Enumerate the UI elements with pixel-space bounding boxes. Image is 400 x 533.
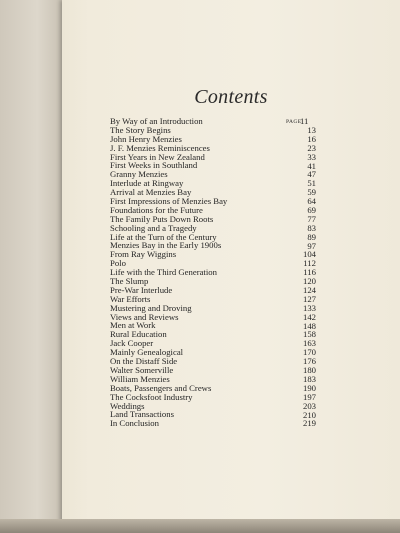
toc-entry-title: Schooling and a Tragedy [110, 222, 197, 233]
toc-page-number: 104 [302, 249, 316, 260]
toc-page-number: 203 [302, 400, 316, 411]
toc-page-number: 97 [307, 240, 316, 251]
toc-page-number: 197 [302, 391, 316, 402]
toc-page-number: 16 [307, 133, 316, 144]
toc-entry-title: The Slump [110, 276, 149, 287]
toc-entry-title: J. F. Menzies Reminiscences [110, 142, 210, 153]
toc-entry-title: In Conclusion [110, 418, 159, 429]
toc-page-number: 133 [302, 302, 316, 313]
toc-page-number: 148 [302, 320, 316, 331]
toc-page-number: 183 [302, 373, 316, 384]
toc-entry-title: Mustering and Droving [110, 302, 192, 313]
toc-page-number: 219 [302, 418, 316, 429]
toc-page-number: 11 [300, 116, 309, 126]
toc-page-number: 124 [302, 285, 316, 296]
toc-entry-title: Interlude at Ringway [110, 178, 184, 189]
book-spine-shadow [0, 0, 62, 533]
toc-entry-title: Foundations for the Future [110, 204, 203, 215]
toc-entry-title: Jack Cooper [110, 338, 154, 349]
toc-page-number: 83 [307, 222, 316, 233]
toc-entry-title: Weddings [110, 400, 145, 411]
toc-entry-title: First Weeks in Southland [110, 160, 198, 171]
toc-page-number: 120 [302, 276, 316, 287]
toc-entry-title: John Henry Menzies [110, 133, 182, 144]
toc-page-number: 127 [302, 293, 316, 304]
toc-page-number: 176 [302, 356, 316, 367]
toc-entry-title: The Story Begins [110, 124, 171, 135]
toc-page-number: 190 [302, 382, 316, 393]
toc-entry-title: Menzies Bay in the Early 1900s [110, 240, 222, 251]
toc-entry-title: Life with the Third Generation [110, 267, 217, 278]
toc-page-number: 47 [307, 169, 316, 180]
toc-page-number: 180 [302, 365, 316, 376]
toc-page-number: 89 [307, 231, 316, 242]
toc-page-number: 142 [302, 311, 316, 322]
toc-page-numbers [282, 126, 316, 428]
contents-title: Contents [194, 86, 268, 108]
toc-entry-title: Walter Somerville [110, 364, 174, 375]
toc-entry-title: William Menzies [110, 373, 170, 384]
toc-page-number: 210 [302, 409, 316, 420]
toc-page-number: 116 [303, 267, 316, 278]
toc-page-number: 33 [307, 151, 316, 162]
toc-page-number: 13 [307, 125, 316, 135]
toc-entry-title: War Efforts [110, 293, 151, 304]
toc-page-number: 41 [307, 160, 316, 171]
toc-list [110, 117, 280, 428]
toc-entry [110, 419, 280, 428]
toc-entry-title: Polo [110, 258, 126, 269]
toc-entry-title: Arrival at Menzies Bay [110, 187, 192, 198]
page-column-header: PAGE [286, 119, 302, 125]
toc-page-number: 112 [303, 258, 316, 269]
toc-page-number: 170 [302, 347, 316, 358]
toc-entry-title: Life at the Turn of the Century [110, 231, 217, 242]
table-surface [0, 519, 400, 533]
toc-entry-title: Men at Work [110, 320, 156, 331]
toc-entry-title: Mainly Genealogical [110, 347, 184, 358]
toc-page-number: 64 [307, 196, 316, 207]
toc-entry-title: Pre-War Interlude [110, 284, 173, 295]
toc-entry-title: Granny Menzies [110, 169, 168, 180]
toc-entry-title: First Impressions of Menzies Bay [110, 196, 228, 207]
toc-entry-title: Views and Reviews [110, 311, 179, 322]
toc-entry-title: Boats, Passengers and Crews [110, 382, 212, 393]
toc-entry-title: First Years in New Zealand [110, 151, 205, 162]
toc-page-number: 23 [307, 142, 316, 153]
toc-page-number: 69 [307, 205, 316, 216]
toc-page-number: 59 [307, 187, 316, 198]
toc-page-number: 77 [307, 213, 316, 224]
toc-entry-title: The Cocksfoot Industry [110, 391, 193, 402]
toc-entry [110, 250, 280, 259]
toc-entry-title: Rural Education [110, 329, 167, 340]
toc-entry-title: Land Transactions [110, 409, 174, 420]
toc-entry-title: By Way of an Introduction [110, 116, 203, 126]
toc-entry-title: On the Distaff Side [110, 356, 178, 367]
toc-entry-title: From Ray Wiggins [110, 249, 177, 260]
toc-entry-title: The Family Puts Down Roots [110, 213, 214, 224]
toc-page-number: 51 [307, 178, 316, 189]
toc-page-number: 158 [302, 329, 316, 340]
toc-page-number: 163 [302, 338, 316, 349]
